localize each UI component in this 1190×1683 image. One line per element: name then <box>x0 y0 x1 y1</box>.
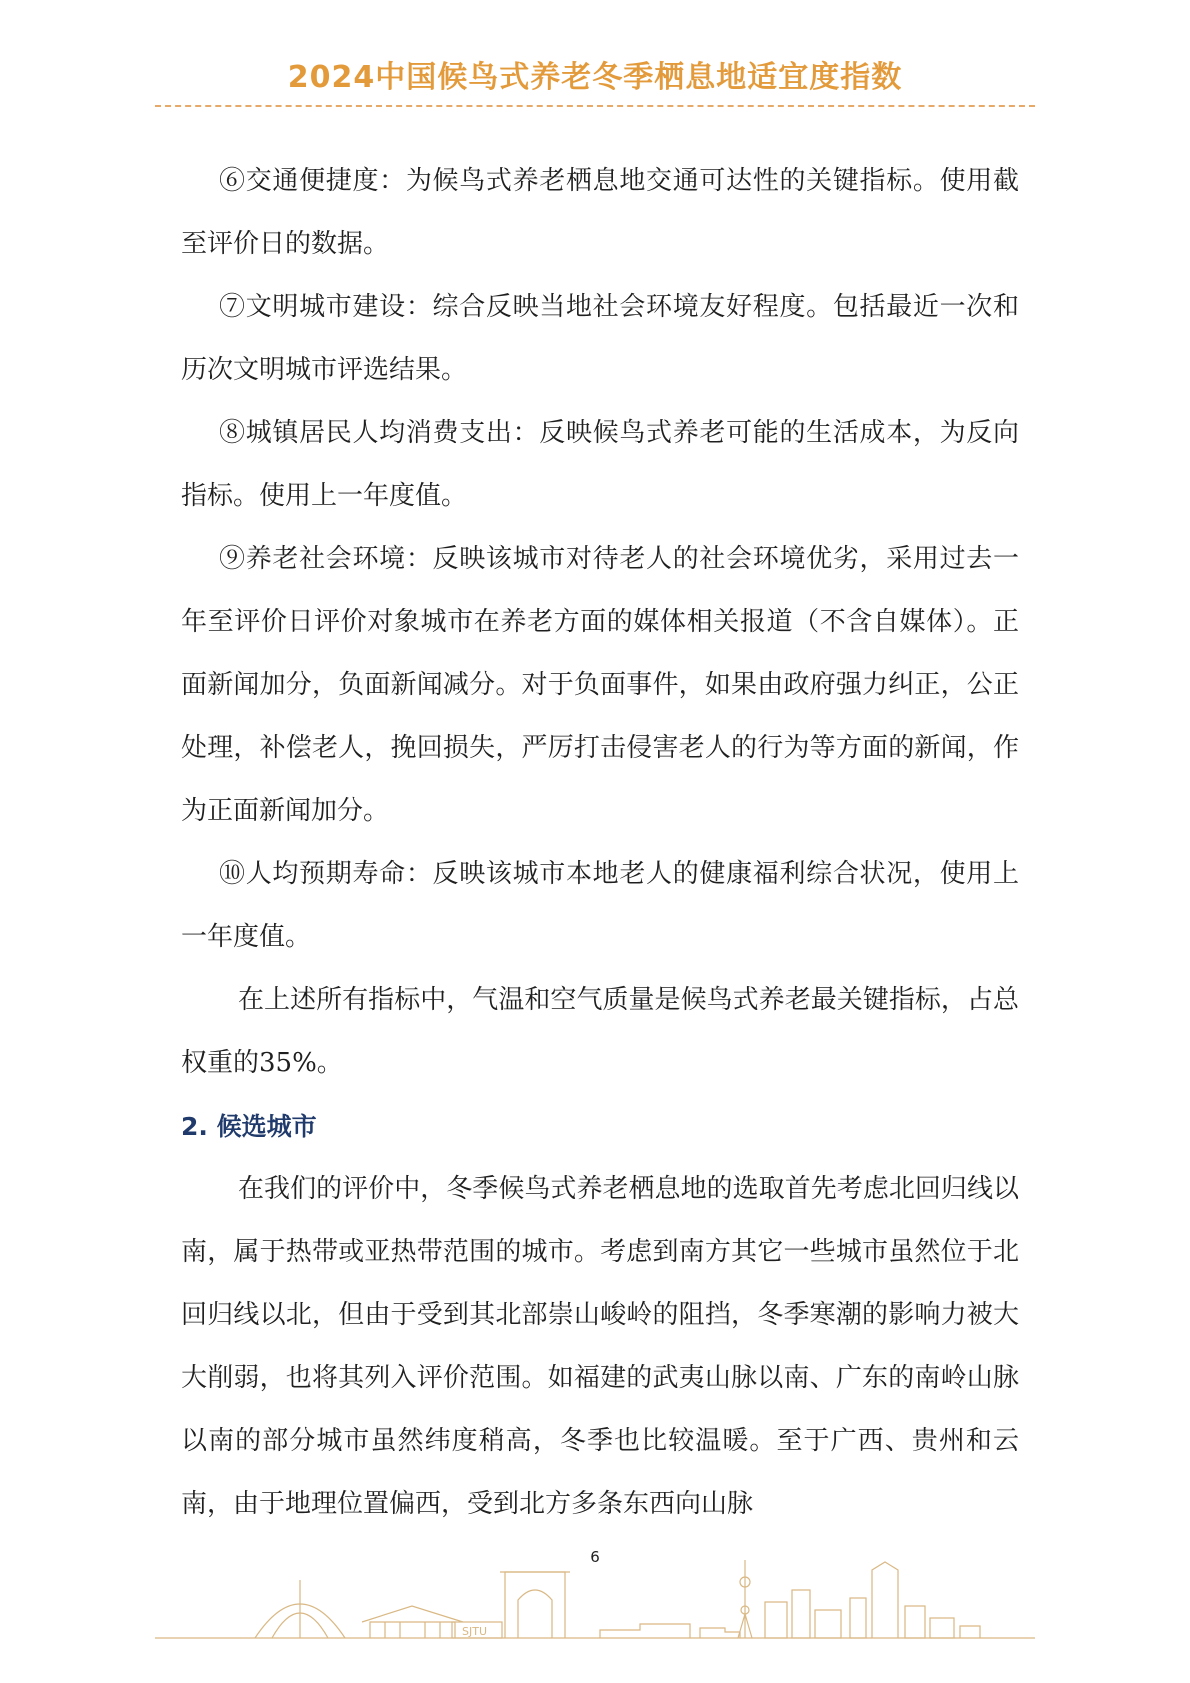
header-dashed-rule <box>155 105 1035 107</box>
indicator-paragraph-8: ⑧城镇居民人均消费支出：反映候鸟式养老可能的生活成本，为反向指标。使用上一年度值。 <box>181 418 1019 511</box>
indicator-paragraph-7: ⑦文明城市建设：综合反映当地社会环境友好程度。包括最近一次和历次文明城市评选结果。 <box>181 292 1019 385</box>
footer-skyline-illustration <box>0 1540 1190 1650</box>
candidate-cities-paragraph: 在我们的评价中，冬季候鸟式养老栖息地的选取首先考虑北回归线以南，属于热带或亚热带范围的城市。考虑到南方其它一些城市虽然位于北回归线以北，但由于受到其北部崇山峻岭的阻挡，冬季寒潮的影响力被大大削弱，也将其列入评价范围。如福建的武夷山脉以南、广东的南岭山脉以南的部分城市虽然纬度稍高，冬季也比较温暖。至于广西、贵州和云南，由于地理位置偏西，受到北方多条东西向山脉 <box>181 1174 1019 1519</box>
weight-summary-paragraph: 在上述所有指标中，气温和空气质量是候鸟式养老最关键指标，占总权重的35%。 <box>181 985 1019 1078</box>
section-heading-candidate-cities: 2. 候选城市 <box>181 1112 317 1141</box>
indicator-paragraph-9: ⑨养老社会环境：反映该城市对待老人的社会环境优劣，采用过去一年至评价日评价对象城市在养老方面的媒体相关报道（不含自媒体）。正面新闻加分，负面新闻减分。对于负面事件，如果由政府强力纠正，公正处理，补偿老人，挽回损失，严厉打击侵害老人的行为等方面的新闻，作为正面新闻加分。 <box>181 544 1019 826</box>
indicator-paragraph-10: ⑩人均预期寿命：反映该城市本地老人的健康福利综合状况，使用上一年度值。 <box>181 859 1019 952</box>
page-header-title: 2024中国候鸟式养老冬季栖息地适宜度指数 <box>287 60 903 95</box>
document-body <box>181 150 1019 1536</box>
indicator-paragraph-6: ⑥交通便捷度：为候鸟式养老栖息地交通可达性的关键指标。使用截至评价日的数据。 <box>181 166 1019 259</box>
skyline-label: SJTU <box>462 1625 487 1638</box>
page-number: 6 <box>590 1548 600 1566</box>
